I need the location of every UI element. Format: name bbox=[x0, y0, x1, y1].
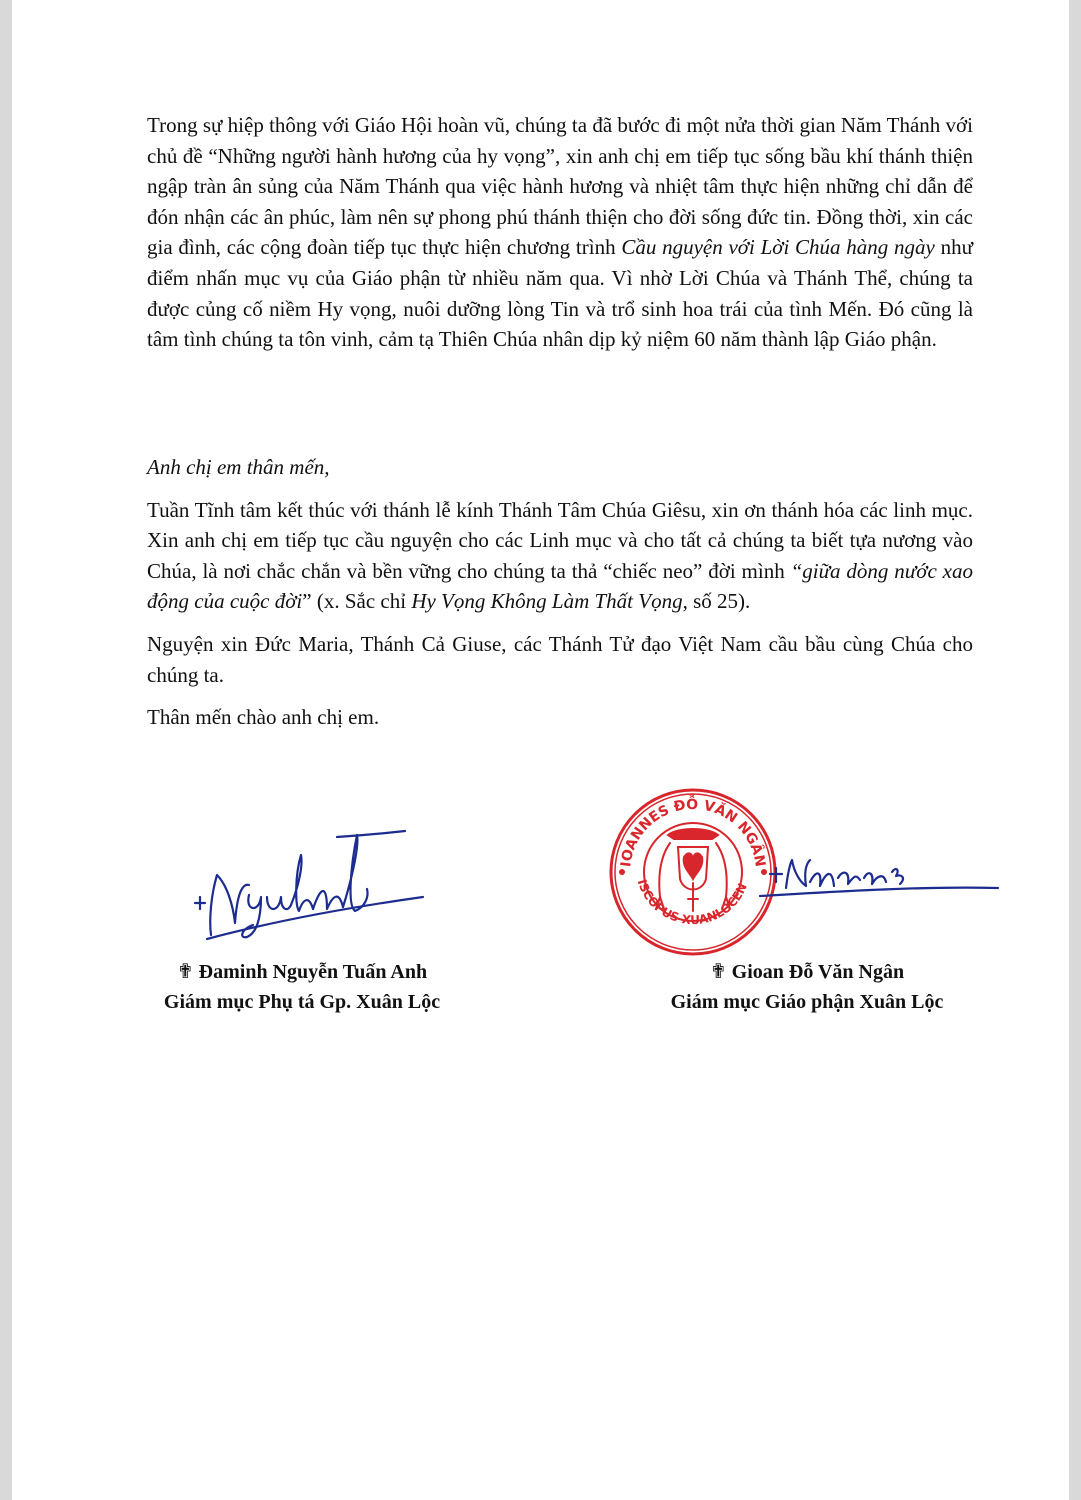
paragraph-pilgrimage bbox=[147, 110, 973, 355]
para2-run-5: , số 25). bbox=[682, 589, 751, 614]
signer-title-right: Giám mục Giáo phận Xuân Lộc bbox=[670, 991, 944, 1013]
signer-name-left-line bbox=[132, 957, 472, 987]
signature-block-left bbox=[132, 957, 472, 1017]
paragraph-intercession: Nguyện xin Đức Maria, Thánh Cả Giuse, các Thánh Tử đạo Việt Nam cầu bầu cùng Chúa cho chúng ta. bbox=[147, 631, 973, 687]
signer-title-left: Giám mục Phụ tá Gp. Xuân Lộc bbox=[163, 991, 441, 1013]
greeting: Anh chị em thân mến, bbox=[147, 455, 330, 479]
signature-left bbox=[187, 825, 427, 945]
para1-run-3: như điểm nhấn mục vụ của Giáo phận từ nhiều năm qua. Vì nhờ Lời Chúa và Thánh Thể, chúng ta được củng cố niềm Hy vọng, nuôi dưỡng lòng Tin và trổ sinh hoa trái của tình Mến. Đó cũng là tâm tình chúng ta tôn vinh, cảm tạ Thiên Chúa nhân dịp kỷ niệm 60 năm thành lập Giáo phận. bbox=[147, 235, 974, 352]
para2-run-3: ” (x. Sắc chỉ bbox=[302, 589, 412, 614]
seal-bottom-text: EPISCOPUS XUANLOCENSIS bbox=[603, 776, 750, 928]
signer-name-right-line bbox=[642, 957, 972, 987]
closing-line: Thân mến chào anh chị em. bbox=[147, 705, 380, 730]
para2-run-1: Tuần Tĩnh tâm kết thúc với thánh lễ kính Thánh Tâm Chúa Giêsu, xin ơn thánh hóa các linh mục. Xin anh chị em tiếp tục cầu nguyện cho các Linh mục và cho tất cả chúng ta biết tựa nương vào Chúa, là nơi chắc chắn và bền vững cho chúng ta thả “chiếc neo” đời mình bbox=[147, 497, 973, 583]
body-paragraph-group bbox=[147, 452, 973, 745]
cross-icon: ✟ bbox=[709, 961, 727, 983]
body-paragraph-1 bbox=[147, 110, 973, 367]
para1-run-2-italic: Cầu nguyện với Lời Chúa hàng ngày bbox=[621, 235, 935, 260]
para1-run-1: Trong sự hiệp thông với Giáo Hội hoàn vũ, chúng ta đã bước đi một nửa thời gian Năm Thánh với chủ đề “Những người hành hương của hy vọng”, xin anh chị em tiếp tục sống bầu khí thánh thiện ngập tràn ân sủng của Năm Thánh qua việc hành hương và nhiệt tâm thực hiện những chỉ dẫn để đón nhận các ân phúc, làm nên sự phong phú thánh thiện cho đời sống đức tin. Đồng thời, xin các gia đình, các cộng đoàn tiếp tục thực hiện chương trình bbox=[147, 113, 973, 260]
seal-top-text: IOANNES ĐỖ VĂN NGÂN bbox=[618, 796, 768, 868]
signature-block-right bbox=[642, 957, 972, 1017]
signer-name-right: Gioan Đỗ Văn Ngân bbox=[731, 961, 905, 983]
signer-name-left: Đaminh Nguyễn Tuấn Anh bbox=[198, 961, 428, 983]
cross-icon: ✟ bbox=[176, 961, 194, 983]
para2-run-2-italic: “giữa dòng nước xao động của cuộc đời bbox=[147, 558, 973, 614]
signature-right bbox=[760, 852, 1000, 912]
para2-run-4-italic: Hy Vọng Không Làm Thất Vọng bbox=[411, 589, 683, 614]
paragraph-retreat bbox=[147, 495, 973, 617]
seal-stamp bbox=[603, 776, 778, 957]
